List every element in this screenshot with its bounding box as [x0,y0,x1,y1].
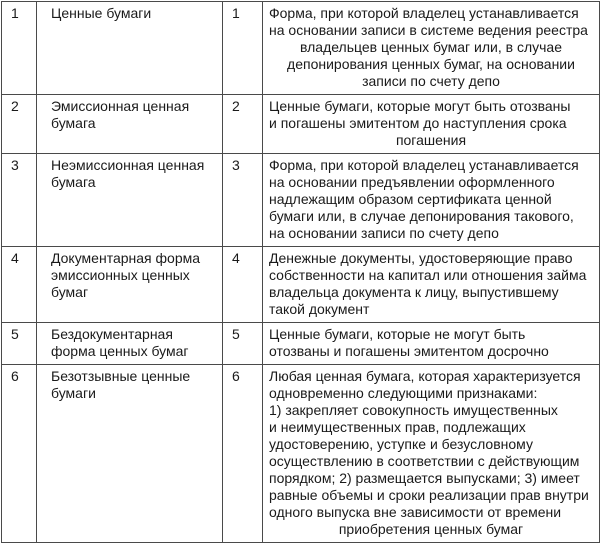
definition-line: отозваны и погашены эмитентом досрочно [269,343,549,359]
left-number-cell: 1 [2,2,37,95]
definition-cell [263,154,600,247]
definition-line: порядком; 2) размещается выпусками; 3) имеет [269,470,580,486]
definition-line: и неимущественных прав, подлежащих [269,419,526,435]
right-number-cell: 4 [223,247,263,323]
definition-line: такой документ [269,301,370,317]
right-number-cell: 3 [223,154,263,247]
definition-line: владельцев ценных бумаг или, в случае [300,39,562,55]
right-number-cell: 2 [223,95,263,154]
table-row [2,95,600,154]
definition-line: записи по счету депо [362,73,500,89]
right-number-cell: 6 [223,365,263,543]
definition-line: одновременно следующими признаками: [269,385,538,401]
definition-line: собственности на капитал или отношения займа [269,267,587,283]
definition-cell [263,365,600,543]
term-cell: Ценные бумаги [37,2,223,95]
right-number-cell: 1 [223,2,263,95]
matching-table [1,1,600,543]
definition-line: 1) закрепляет совокупность имущественных [269,402,558,418]
left-number-cell: 5 [2,323,37,365]
term-cell: Безотзывные ценные бумаги [37,365,223,543]
left-number-cell: 2 [2,95,37,154]
term-cell: Бездокументарная форма ценных бумаг [37,323,223,365]
definition-line: владельца документа к лицу, выпустившему [269,284,559,300]
definition-line: приобретения ценных бумаг [338,521,524,537]
term-cell: Эмиссионная ценная бумага [37,95,223,154]
definition-line: Форма, при которой владелец устанавливается [269,5,579,21]
definition-cell [263,2,600,95]
definition-line: Денежные документы, удостоверяющие право [269,250,573,266]
definition-line: равные объемы и сроки реализации прав внутри [269,487,589,503]
left-number-cell: 3 [2,154,37,247]
left-number-cell: 4 [2,247,37,323]
definition-line: на основании записи по счету депо [269,225,499,241]
definition-line: одного выпуска вне зависимости от времени [269,504,562,520]
left-number-cell: 6 [2,365,37,543]
table-row [2,323,600,365]
definition-line: надлежащим образом сертификата ценной [269,191,552,207]
definition-line: Ценные бумаги, которые могут быть отозваны [269,98,571,114]
definition-line: и погашены эмитентом до наступления срока [269,115,567,131]
definition-line: погашения [395,132,467,148]
definition-line: Форма, при которой владелец устанавливается [269,157,579,173]
term-cell: Документарная форма эмиссионных ценных бумаг [37,247,223,323]
definition-line: Ценные бумаги, которые не могут быть [269,326,526,342]
definition-cell [263,247,600,323]
definition-line: на основании предъявлении оформленного [269,174,555,190]
table-row [2,365,600,543]
definition-line: депонирования ценных бумаг, на основании [287,56,575,72]
definition-line: осуществлению в соответствии с действующим [269,453,580,469]
definition-cell [263,323,600,365]
table-row [2,154,600,247]
table-row [2,2,600,95]
right-number-cell: 5 [223,323,263,365]
definition-line: Любая ценная бумага, которая характеризуется [269,368,581,384]
table-row [2,247,600,323]
definition-cell [263,95,600,154]
definition-line: на основании записи в системе ведения реестра [269,22,588,38]
definition-line: бумаги или, в случае депонирования такового, [269,208,574,224]
definition-line: удостоверению, уступке и безусловному [269,436,533,452]
term-cell: Неэмиссионная ценная бумага [37,154,223,247]
